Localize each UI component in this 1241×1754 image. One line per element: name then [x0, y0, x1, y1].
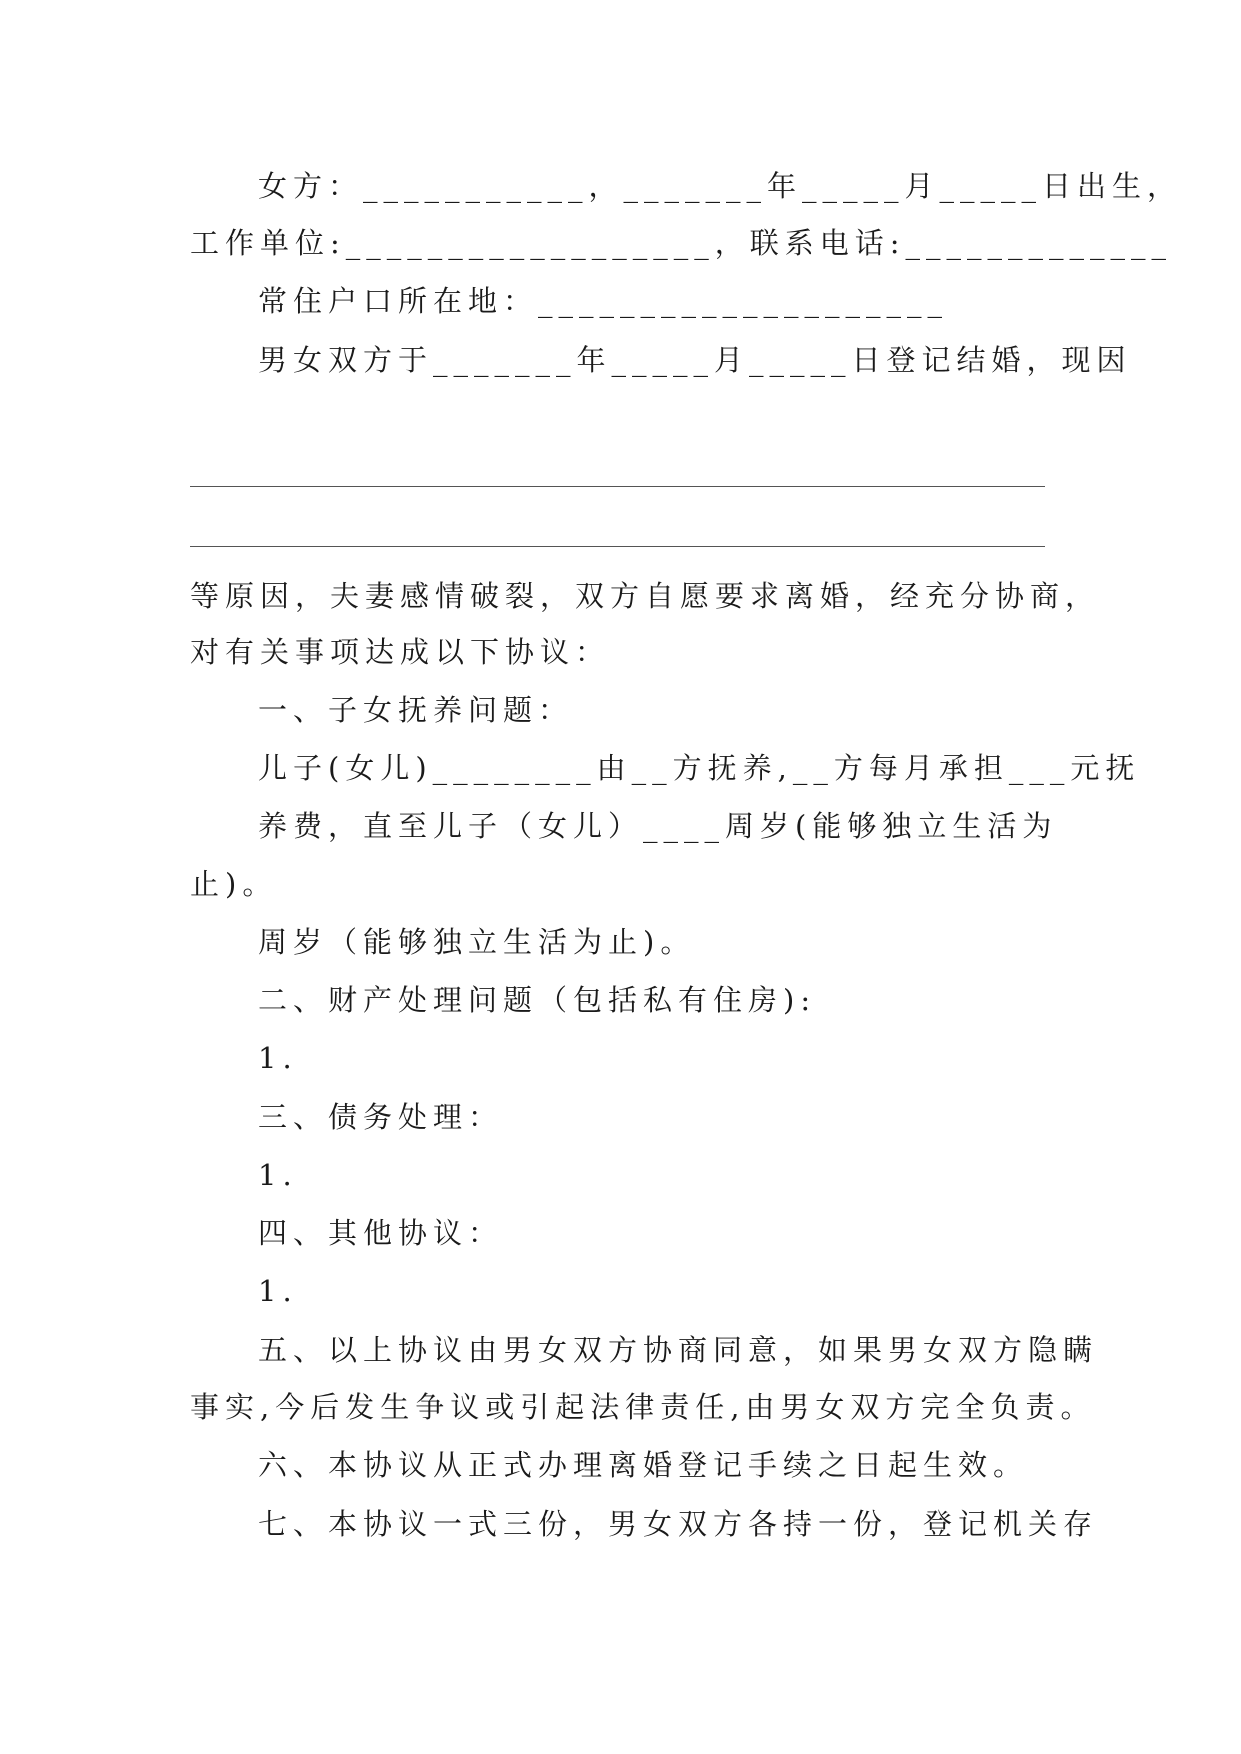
- child-custody-line-4: 周岁（能够独立生活为止)。: [258, 925, 696, 959]
- marriage-registration-line: 男女双方于_______年_____月_____日登记结婚，现因: [258, 343, 1132, 377]
- reason-paragraph-line-2: 对有关事项达成以下协议：: [190, 635, 611, 669]
- section-heading-child-custody: 一、子女抚养问题：: [258, 693, 574, 727]
- reason-paragraph-line-1: 等原因，夫妻感情破裂，双方自愿要求离婚，经充分协商，: [190, 579, 1101, 613]
- female-party-line: 女方：___________，_______年_____月_____日出生，: [258, 169, 1183, 203]
- reason-blank-line-2: [190, 546, 1045, 547]
- section-heading-property: 二、财产处理问题（包括私有住房):: [258, 983, 817, 1017]
- child-custody-line-1: 儿子(女儿)________由__方抚养,__方每月承担___元抚: [258, 751, 1141, 785]
- child-custody-line-3: 止)。: [190, 867, 278, 901]
- registered-residence-line: 常住户口所在地：____________________: [258, 284, 949, 318]
- child-custody-line-2: 养费，直至儿子（女儿）____周岁(能够独立生活为: [258, 809, 1058, 843]
- debt-item-1: 1.: [258, 1158, 298, 1192]
- reason-blank-line-1: [190, 486, 1045, 487]
- clause-seven: 七、本协议一式三份，男女双方各持一份，登记机关存: [258, 1507, 1099, 1541]
- clause-six: 六、本协议从正式办理离婚登记手续之日起生效。: [258, 1448, 1029, 1482]
- property-item-1: 1.: [258, 1041, 298, 1075]
- work-unit-phone-line: 工作单位:__________________，联系电话:_____________: [190, 226, 1173, 260]
- clause-five-line-1: 五、以上协议由男女双方协商同意，如果男女双方隐瞒: [258, 1333, 1099, 1367]
- section-heading-debt: 三、债务处理：: [258, 1100, 504, 1134]
- other-item-1: 1.: [258, 1274, 298, 1308]
- section-heading-other: 四、其他协议：: [258, 1216, 504, 1250]
- clause-five-line-2: 事实,今后发生争议或引起法律责任,由男女双方完全负责。: [190, 1390, 1096, 1424]
